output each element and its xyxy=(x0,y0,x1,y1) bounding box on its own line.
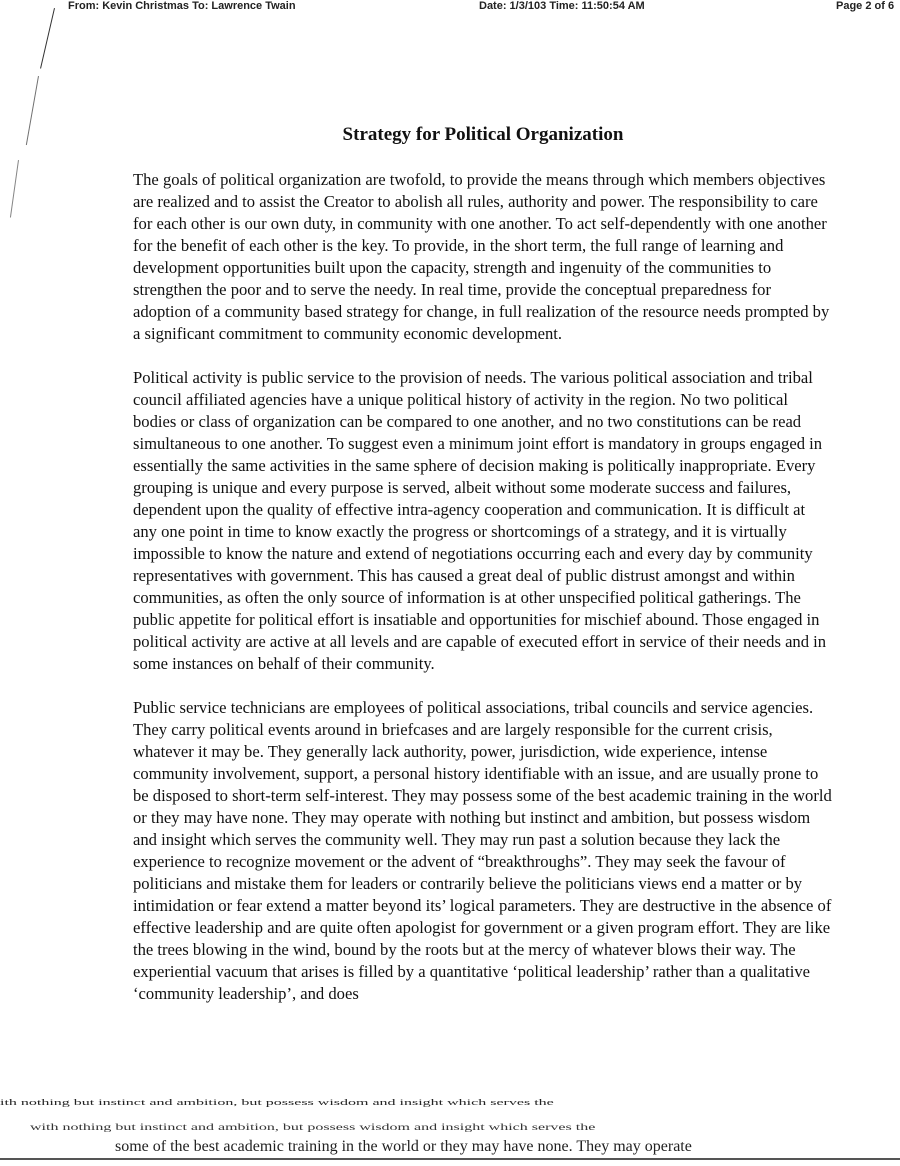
scan-edge-rule xyxy=(0,1158,900,1160)
scan-bleed-through xyxy=(0,1096,900,1166)
paragraph: Political activity is public service to the provision of needs. The various political association and tribal council affiliated agencies have a unique political history of activity in the region. No two political bodies or class of organization can be compared to one another, and no two constitutions can be read simultaneous to one another. To suggest even a minimum joint effort is mandatory in groups engaged in essentially the same activities in the same sphere of decision making is politically inappropriate. Every grouping is unique and every purpose is served, albeit without some moderate success and failures, dependent upon the quality of effective intra-agency cooperation and communication. It is difficult at any one point in time to know exactly the progress or shortcomings of a strategy, and it is virtually impossible to know the nature and extend of negotiations occurring each and every day by community representatives with government. This has caused a great deal of public distrust amongst and within communities, as often the only source of information is at other unspecified political gatherings. The public appetite for political effort is insatiable and opportunities for mischief abound. Those engaged in political activity are active at all levels and are capable of executed effort in service of their needs and in some instances on behalf of their community. xyxy=(133,368,827,673)
document-body xyxy=(133,169,833,1027)
bleed-line: with nothing but instinct and ambition, but possess wisdom and insight which serves the xyxy=(30,1122,596,1133)
fax-from-to: From: Kevin Christmas To: Lawrence Twain xyxy=(68,0,296,12)
scan-artifact-line xyxy=(10,160,19,218)
bleed-line: ith nothing but instinct and ambition, but possess wisdom and insight which serves the xyxy=(0,1098,554,1108)
bleed-line: some of the best academic training in the world or they may have none. They may operate xyxy=(115,1138,692,1155)
fax-page-number: Page 2 of 6 xyxy=(836,0,895,12)
document-title: Strategy for Political Organization xyxy=(342,124,624,145)
paragraph: Public service technicians are employees of political associations, tribal councils and service agencies. They carry political events around in briefcases and are largely responsible for the current crisis, whatever it may be. They generally lack authority, power, jurisdiction, wide experience, intense community involvement, support, a personal history identifiable with an issue, and are usually prone to be disposed to short-term self-interest. They may possess some of the best academic training in the world or they may have none. They may operate with nothing but instinct and ambition, but possess wisdom and insight which serves the community well. They may run past a solution because they lack the experience to recognize movement or the advent of “breakthroughs”. They may seek the favour of politicians and mistake them for leaders or contrarily believe the politicians views end a matter or by intimidation or fear extend a matter beyond its’ logical parameters. They are destructive in the absence of effective leadership and are quite often apologist for government or a given program effort. They are like the trees blowing in the wind, bound by the roots but at the mercy of whatever blows their way. The experiential vacuum that arises is filled by a quantitative ‘political leadership’ rather than a qualitative ‘community leadership’, and does xyxy=(133,698,832,1003)
fax-header xyxy=(0,0,900,14)
scan-artifact-line xyxy=(40,8,55,69)
fax-date-time: Date: 1/3/103 Time: 11:50:54 AM xyxy=(479,0,645,12)
paragraph: The goals of political organization are twofold, to provide the means through which members objectives are realized and to assist the Creator to abolish all rules, authority and power. The responsibility to care for each other is our own duty, in community with one another. To act self-dependently with one another for the benefit of each other is the key. To provide, in the short term, the full range of learning and development opportunities built upon the capacity, strength and ingenuity of the communities to strengthen the poor and to serve the needy. In real time, provide the conceptual preparedness for adoption of a community based strategy for change, in full realization of the resource needs prompted by a significant commitment to community economic development. xyxy=(133,170,830,343)
